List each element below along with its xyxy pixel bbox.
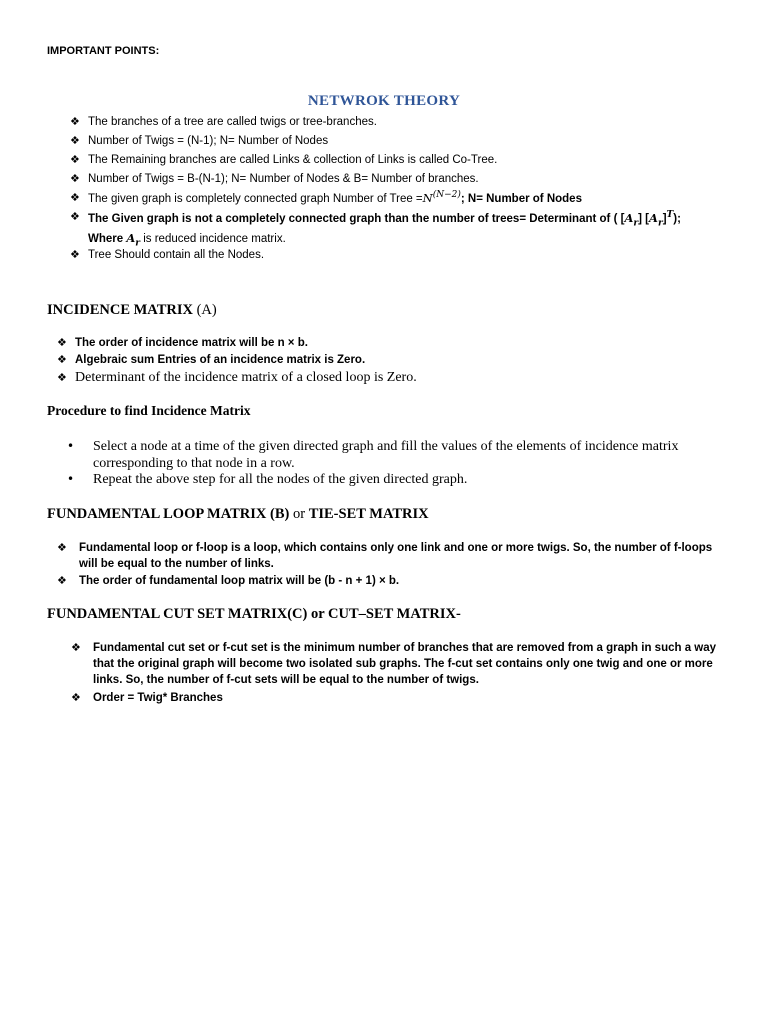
section-heading-cutset-matrix: FUNDAMENTAL CUT SET MATRIX(C) or CUT–SET MATRIX- [47, 606, 461, 622]
diamond-bullet-icon: ❖ [57, 574, 67, 587]
section-heading-loop-matrix: FUNDAMENTAL LOOP MATRIX (B) or TIE-SET MATRIX [47, 506, 429, 522]
list-item: ❖ Determinant of the incidence matrix of a closed loop is Zero. [57, 370, 417, 385]
diamond-bullet-icon: ❖ [70, 134, 80, 147]
diamond-bullet-icon: ❖ [70, 248, 80, 261]
bullet-dot-icon: • [67, 439, 75, 453]
header-label: IMPORTANT POINTS: [47, 45, 160, 57]
diamond-bullet-icon: ❖ [71, 641, 81, 654]
list-item: ❖ The order of fundamental loop matrix will be (b - n + 1) × b. [57, 574, 400, 587]
diamond-bullet-icon: ❖ [70, 115, 80, 128]
diamond-bullet-icon: ❖ [70, 191, 80, 204]
diamond-bullet-icon: ❖ [57, 353, 67, 366]
list-item: ❖ Number of Twigs = B-(N-1); N= Number of Nodes & B= Number of branches. [70, 172, 479, 185]
diamond-bullet-icon: ❖ [70, 153, 80, 166]
list-item: ❖ Fundamental cut set or f-cut set is the minimum number of branches that are removed from a graph in such a way that the original graph will become two isolated sub graphs. The f-cut set contains only one twig and one or more links. So, the number of f-cut sets will be equal to the number of twigs. [71, 641, 717, 686]
list-item: ❖ The Remaining branches are called Links & collection of Links is called Co-Tree. [70, 153, 498, 166]
diamond-bullet-icon: ❖ [71, 691, 81, 704]
diamond-bullet-icon: ❖ [57, 336, 67, 349]
page-title: NETWROK THEORY [307, 93, 461, 109]
list-item: • Repeat the above step for all the nodes of the given directed graph. [67, 472, 468, 487]
list-item: • Select a node at a time of the given directed graph and fill the values of the elements of incidence matrix corresponding to that node in a row. [67, 439, 679, 471]
list-item: ❖ Fundamental loop or f-loop is a loop, which contains only one link and one or more twigs. So, the number of f-loops will be equal to the number of links. [57, 541, 713, 570]
list-item: ❖ Number of Twigs = (N-1); N= Number of Nodes [70, 134, 329, 147]
list-item: ❖ Order = Twig* Branches [71, 691, 223, 704]
list-item: ❖ Algebraic sum Entries of an incidence matrix is Zero. [57, 353, 366, 366]
diamond-bullet-icon: ❖ [57, 541, 67, 554]
diamond-bullet-icon: ❖ [70, 210, 80, 223]
bullet-dot-icon: • [67, 472, 75, 486]
list-item: ❖ The order of incidence matrix will be n × b. [57, 336, 308, 349]
list-item: ❖ The Given graph is not a completely connected graph than the number of trees= Determinant of ( $[A_r]$ $[A_r]^T$); Where $A_r$ is reduced incidence matrix. [70, 210, 681, 249]
diamond-bullet-icon: ❖ [57, 371, 67, 384]
list-item: ❖ The branches of a tree are called twigs or tree-branches. [70, 115, 377, 128]
section-heading-incidence: INCIDENCE MATRIX (A) [47, 302, 217, 318]
list-item: ❖ The given graph is completely connected graph Number of Tree $=N^{(N-2)}$; N= Number of Nodes [70, 190, 582, 205]
list-item: ❖ Tree Should contain all the Nodes. [70, 248, 265, 261]
procedure-heading: Procedure to find Incidence Matrix [47, 403, 251, 418]
diamond-bullet-icon: ❖ [70, 172, 80, 185]
